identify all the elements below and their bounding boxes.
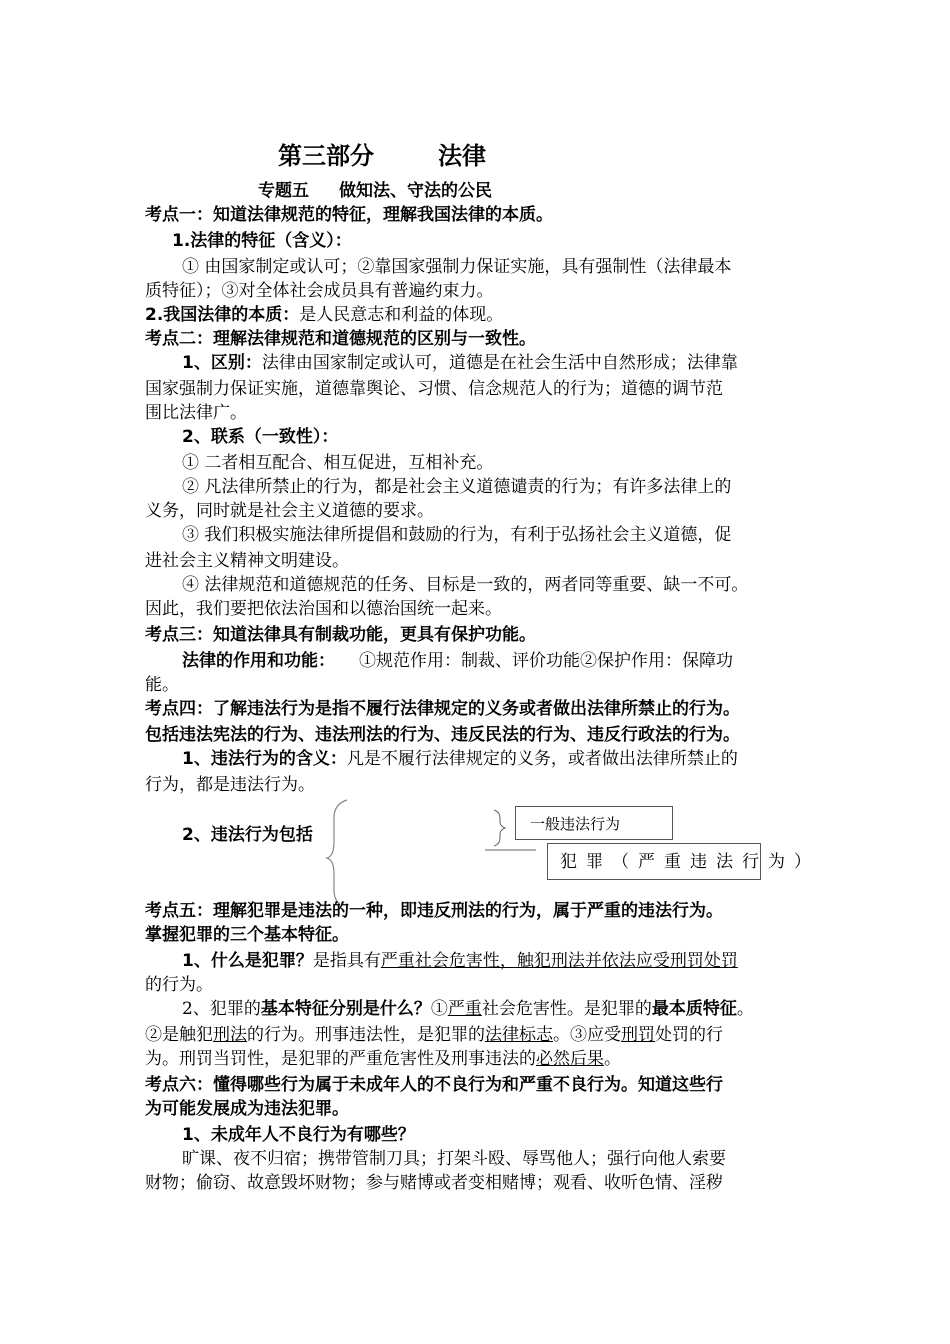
kp5-q1-line2: 的行为。: [145, 975, 213, 995]
kp2-conn-3-line2: 进社会主义精神文明建设。: [145, 551, 349, 571]
kp4-heading-line1: 考点四：了解违法行为是指不履行法律规定的义务或者做出法律所禁止的行为。: [145, 699, 740, 719]
subtitle-name: 做知法、守法的公民: [339, 181, 492, 201]
kp5-q2-b2: 最本质特征: [651, 999, 737, 1019]
kp5-q2-e: 。: [736, 999, 754, 1019]
kp2-conn-2-line2: 义务，同时就是社会主义道德的要求。: [145, 501, 434, 521]
kp1-s1-title: 1.法律的特征（含义）：: [172, 231, 352, 251]
kp4-includes-label: 2、违法行为包括: [182, 825, 313, 845]
box-crime: 犯罪（严重违法行为）: [547, 843, 761, 880]
kp5-q1: [182, 948, 738, 974]
kp5-l2-d: 处罚的行: [655, 1025, 723, 1045]
kp1-s1-line1: ① 由国家制定或认可；②靠国家强制力保证实施，具有强制性（法律最本: [182, 257, 732, 277]
kp5-q2-u1: 严重: [447, 999, 482, 1019]
kp2-diff-label: 1、区别：: [182, 353, 262, 373]
large-brace-icon: [327, 800, 347, 904]
kp5-l2-u3: 刑罚: [621, 1025, 655, 1045]
kp1-heading: 考点一：知道法律规范的特征，理解我国法律的本质。: [145, 205, 553, 225]
kp4-meaning-line2: 行为，都是违法行为。: [145, 775, 315, 795]
small-brace-icon: [494, 810, 505, 846]
kp5-q1-a: 是指具有: [312, 951, 381, 971]
kp5-q2-d: 社会危害性。是犯罪的: [481, 999, 652, 1019]
kp5-l2-b: 的行为。刑事违法性，是犯罪的: [247, 1025, 485, 1045]
kp5-l2-a: ②是触犯: [145, 1025, 213, 1045]
kp4-heading-line2: 包括违法宪法的行为、违法刑法的行为、违反民法的行为、违反行政法的行为。: [145, 725, 740, 745]
kp5-q1-label: 1、什么是犯罪？: [182, 951, 313, 971]
kp2-conn-4-line2: 因此，我们要把依法治国和以德治国统一起来。: [145, 599, 502, 619]
kp1-s2-title: 2.我国法律的本质：: [145, 305, 300, 325]
kp5-q1-underlined: 严重社会危害性，触犯刑法并依法应受刑罚处罚: [380, 951, 738, 971]
kp3-text-line2: 能。: [145, 675, 179, 695]
kp2-heading: 考点二：理解法律规范和道德规范的区别与一致性。: [145, 329, 536, 349]
kp5-l3-b: 。: [604, 1049, 621, 1069]
kp6-text-line2: 财物；偷窃、故意毁坏财物；参与赌博或者变相赌博；观看、收听色情、淫秽: [145, 1173, 723, 1193]
kp5-q2-c: ①: [430, 999, 448, 1019]
kp2-conn-2-line1: ② 凡法律所禁止的行为，都是社会主义道德谴责的行为；有许多法律上的: [182, 477, 732, 497]
kp5-q2-b: 基本特征分别是什么？: [260, 999, 431, 1019]
kp2-conn-3-line1: ③ 我们积极实施法律所提倡和鼓励的行为，有利于弘扬社会主义道德，促: [182, 525, 732, 545]
kp1-s2-text: 是人民意志和利益的体现。: [299, 305, 504, 325]
kp6-heading-line2: 为可能发展成为违法犯罪。: [145, 1099, 349, 1119]
kp2-diff-line2: 国家强制力保证实施，道德靠舆论、习惯、信念规范人的行为；道德的调节范: [145, 379, 723, 399]
title-name: 法律: [438, 142, 486, 170]
kp6-text-line1: 旷课、夜不归宿；携带管制刀具；打架斗殴、辱骂他人；强行向他人索要: [182, 1149, 726, 1169]
kp5-q2: [182, 996, 754, 1022]
kp3-label: 法律的作用和功能：: [182, 651, 335, 671]
kp5-line3: [145, 1046, 621, 1072]
kp5-l3-a: 为。刑罚当罚性，是犯罪的严重危害性及刑事违法的: [145, 1049, 536, 1069]
kp2-conn-title: 2、联系（一致性）：: [182, 427, 339, 447]
kp5-l2-u2: 法律标志: [485, 1025, 553, 1045]
subtitle-topic: 专题五: [258, 181, 309, 201]
kp5-heading-line1: 考点五：理解犯罪是违法的一种，即违反刑法的行为，属于严重的违法行为。: [145, 901, 723, 921]
kp3-text-line1: ①规范作用：制裁、评价功能②保护作用：保障功: [359, 651, 733, 671]
kp2-diff-line3: 围比法律广。: [145, 403, 247, 423]
box-general-violation: 一般违法行为: [515, 806, 673, 840]
kp6-heading-line1: 考点六：懂得哪些行为属于未成年人的不良行为和严重不良行为。知道这些行: [145, 1075, 723, 1095]
kp4-meaning-line1: 凡是不履行法律规定的义务，或者做出法律所禁止的: [346, 749, 738, 769]
kp3-heading: 考点三：知道法律具有制裁功能，更具有保护功能。: [145, 625, 536, 645]
kp2-conn-4-line1: ④ 法律规范和道德规范的任务、目标是一致的，两者同等重要、缺一不可。: [182, 575, 749, 595]
kp5-q2-a: 2、犯罪的: [182, 999, 261, 1019]
kp5-l3-u: 必然后果: [536, 1049, 604, 1069]
kp5-heading-line2: 掌握犯罪的三个基本特征。: [145, 925, 349, 945]
kp6-question-title: 1、未成年人不良行为有哪些？: [182, 1125, 415, 1145]
kp4-meaning-label: 1、违法行为的含义：: [182, 749, 347, 769]
kp1-s1-line2: 质特征）；③对全体社会成员具有普遍约束力。: [145, 281, 494, 301]
kp5-l2-u1: 刑法: [213, 1025, 247, 1045]
title-part: 第三部分: [278, 142, 374, 170]
kp2-conn-1: ① 二者相互配合、相互促进，互相补充。: [182, 453, 494, 473]
kp2-diff-line1: 法律由国家制定或认可，道德是在社会生活中自然形成；法律靠: [261, 353, 738, 373]
kp5-l2-c: 。③应受: [553, 1025, 621, 1045]
kp5-line2: [145, 1022, 723, 1048]
